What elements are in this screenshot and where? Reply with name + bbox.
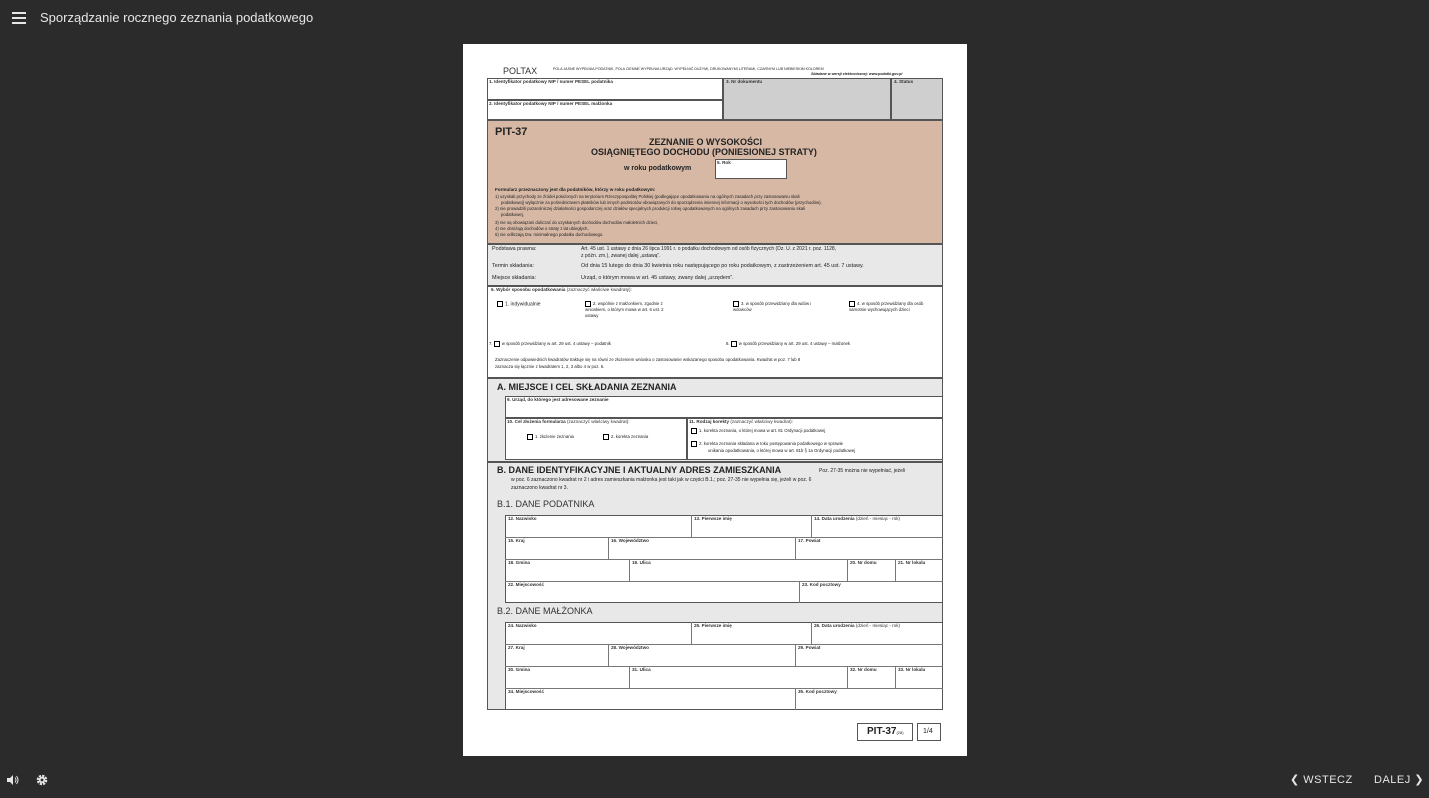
f27-label: 27. Kraj xyxy=(508,645,525,650)
f22-label: 22. Miejscowość xyxy=(508,582,545,587)
electronic-note: Składane w wersji elektronicznej: www.podatki.gov.pl xyxy=(811,72,903,76)
checkbox-icon[interactable] xyxy=(494,341,500,347)
deadline: Od dnia 15 lutego do dnia 30 kwietnia roku następującego po roku podatkowym, z zastrzeżeniem art. 45 ust. 7 ustawy. xyxy=(581,263,864,269)
f34-label: 34. Miejscowość xyxy=(508,689,545,694)
form-code: PIT-37 xyxy=(495,126,528,138)
back-button[interactable]: ❮ WSTECZ xyxy=(1290,774,1353,786)
hamburger-menu-icon[interactable] xyxy=(12,12,26,24)
section-b-title: B. DANE IDENTYFIKACYJNE I AKTUALNY ADRES ZAMIESZKANIA xyxy=(497,465,782,475)
condition-3: 3) nie są obowiązani doliczać do uzyskanych dochodów dochodów małoletnich dzieci, xyxy=(495,220,659,225)
field2-label: 2. Identyfikator podatkowy NIP / numer PESEL małżonka xyxy=(489,101,613,106)
field5-label: 5. Rok xyxy=(717,160,731,165)
field10-label: 10. Cel złożenia formularza (zaznaczyć właściwy kwadrat): xyxy=(507,419,630,424)
field9-label: 9. Urząd, do którego jest adresowane zeznanie xyxy=(507,397,609,402)
intended-for: Formularz przeznaczony jest dla podatników, którzy w roku podatkowym: xyxy=(495,187,656,192)
bottom-bar xyxy=(0,766,1429,796)
section-b-note: Poz. 27-35 można nie wypełniać, jeżeli xyxy=(819,468,906,474)
option-8[interactable]: 8. w sposób przewidziany w art. 29 ust. 4 ustawy – małżonek xyxy=(726,341,851,347)
f35-label: 35. Kod pocztowy xyxy=(798,689,837,694)
option-2[interactable]: 2. wspólnie z małżonkiem, zgodnie z wnioskiem, o którym mowa w art. 6 ust. 2 ustawy xyxy=(585,301,664,319)
section-b2-title: B.2. DANE MAŁŻONKA xyxy=(497,606,593,616)
f28-label: 28. Województwo xyxy=(611,645,649,650)
f14-label: 14. Data urodzenia (dzień - miesiąc - rok) xyxy=(814,516,901,521)
checkbox-icon[interactable] xyxy=(731,341,737,347)
top-bar xyxy=(0,0,1429,36)
field6-label: 6. Wybór sposobu opodatkowania (zaznaczyć właściwe kwadraty): xyxy=(491,287,632,292)
place-label: Miejsce składania: xyxy=(492,275,537,281)
option-3[interactable]: 3. w sposób przewidziany dla wdów i wdowców xyxy=(733,301,812,313)
marking-note2: zaznacza się łącznie z kwadratem 1, 2, 3 albo 4 w poz. 6. xyxy=(495,364,605,369)
checkbox-icon[interactable] xyxy=(585,301,591,307)
checkbox-icon[interactable] xyxy=(603,434,609,440)
field11-label: 11. Rodzaj korekty (zaznaczyć właściwy kwadrat): xyxy=(689,419,793,424)
f21-label: 21. Nr lokalu xyxy=(898,560,926,565)
footer-code: PIT-37(28) xyxy=(867,726,904,737)
pit37-document xyxy=(463,44,967,756)
f26-label: 26. Data urodzenia (dzień - miesiąc - rok) xyxy=(814,623,901,628)
checkbox-icon[interactable] xyxy=(733,301,739,307)
checkbox-icon[interactable] xyxy=(849,301,855,307)
f30-label: 30. Gmina xyxy=(508,667,530,672)
f19-label: 19. Ulica xyxy=(632,560,651,565)
field10-opt2[interactable]: 2. korekta zeznania xyxy=(603,434,648,440)
chevron-left-icon: ❮ xyxy=(1290,774,1300,786)
field11-opt2[interactable]: 2. korekta zeznania składana w toku postępowania podatkowego w sprawie xyxy=(691,441,843,447)
speaker-icon[interactable] xyxy=(6,774,20,786)
poltax-logo: POLTAX xyxy=(503,66,538,76)
form-instruction: POLA JASNE WYPEŁNIA PODATNIK, POLA CIEMNE WYPEŁNIA URZĄD. WYPEŁNIĆ DUŻYMI, DRUKOWANYMI LITERAMI, CZARNYM LUB NIEBIESKIM KOLOREM xyxy=(553,67,824,71)
gear-icon[interactable] xyxy=(35,773,49,787)
section-b-note2: w poz. 6 zaznaczono kwadrat nr 2 i adres zamieszkania małżonka jest taki jak w części B.1.; poz. 27-35 nie wypełnia się, jeżeli w poz. 6 xyxy=(511,477,812,483)
f25-label: 25. Pierwsze imię xyxy=(694,623,732,628)
f24-label: 24. Nazwisko xyxy=(508,623,537,628)
chevron-right-icon: ❯ xyxy=(1414,774,1425,786)
checkbox-icon[interactable] xyxy=(691,441,697,447)
f16-label: 16. Województwo xyxy=(611,538,649,543)
legal-basis-label: Podstawa prawna: xyxy=(492,246,537,252)
checkbox-icon[interactable] xyxy=(691,428,697,434)
f31-label: 31. Ulica xyxy=(632,667,651,672)
f23-label: 23. Kod pocztowy xyxy=(802,582,841,587)
option-7[interactable]: 7. w sposób przewidziany w art. 29 ust. 4 ustawy – podatnik xyxy=(489,341,611,347)
field4-label: 4. Status xyxy=(894,79,914,84)
field11-opt2b: unikania opodatkowania, o której mowa w art. 81b § 1a Ordynacji podatkowej xyxy=(708,448,856,453)
f33-label: 33. Nr lokalu xyxy=(898,667,926,672)
checkbox-icon[interactable] xyxy=(527,434,533,440)
f13-label: 13. Pierwsze imię xyxy=(694,516,732,521)
f18-label: 18. Gmina xyxy=(508,560,530,565)
f32-label: 32. Nr domu xyxy=(850,667,877,672)
f12-label: 12. Nazwisko xyxy=(508,516,537,521)
next-button[interactable]: DALEJ ❯ xyxy=(1374,774,1425,786)
marking-note: Zaznaczenie odpowiednich kwadratów traktuje się na równi ze złożeniem wniosku o zastosowanie wskazanego sposobu opodatkowania. Kwadrat w poz. 7 lub 8 xyxy=(495,357,801,362)
legal-basis2: z późn. zm.), zwanej dalej „ustawą”. xyxy=(581,253,661,259)
app-title: Sporządzanie rocznego zeznania podatkowego xyxy=(40,10,314,25)
option-4[interactable]: 4. w sposób przewidziany dla osób samotnie wychowujących dzieci xyxy=(849,301,924,313)
field4-box xyxy=(891,78,943,120)
field11-opt1[interactable]: 1. korekta zeznania, o której mowa w art. 81 Ordynacji podatkowej xyxy=(691,428,825,434)
condition-1b: podatkowej) wyłącznie za pośrednictwem płatników lub innych podmiotów obowiązanych do sporządzenia imiennej informacji o wysokości tych dochodów (przychodów), xyxy=(501,200,822,205)
f15-label: 15. Kraj xyxy=(508,538,525,543)
section-b1-title: B.1. DANE PODATNIKA xyxy=(497,499,595,509)
title-line1: ZEZNANIE O WYSOKOŚCI xyxy=(649,137,763,147)
field1-label: 1. Identyfikator podatkowy NIP / numer PESEL podatnika xyxy=(489,79,613,84)
legal-basis: Art. 45 ust. 1 ustawy z dnia 26 lipca 1991 r. o podatku dochodowym od osób fizycznych (Dz. U. z 2021 r. poz. 1128, xyxy=(581,246,837,252)
f17-label: 17. Powiat xyxy=(798,538,821,543)
checkbox-icon[interactable] xyxy=(497,301,503,307)
footer-page: 1/4 xyxy=(923,728,933,735)
field10-opt1[interactable]: 1. złożenie zeznania xyxy=(527,434,574,440)
field3-box xyxy=(723,78,891,120)
section-b-note3: zaznaczono kwadrat nr 3. xyxy=(511,485,568,491)
condition-5: 5) nie odliczają tzw. minimalnego podatku dochodowego. xyxy=(495,232,604,237)
f29-label: 29. Powiat xyxy=(798,645,821,650)
condition-2: 2) nie prowadzili pozarolniczej działalności gospodarczej oraz działów specjalnych produkcji rolnej opodatkowanych na ogólnych zasadach przy zastosowaniu skali xyxy=(495,206,806,211)
field3-label: 3. Nr dokumentu xyxy=(726,79,763,84)
option-1[interactable]: 1. indywidualnie xyxy=(497,301,541,307)
condition-4: 4) nie obniżają dochodów o straty z lat ubiegłych, xyxy=(495,226,589,231)
year-label: w roku podatkowym xyxy=(624,165,692,172)
f20-label: 20. Nr domu xyxy=(850,560,877,565)
deadline-label: Termin składania: xyxy=(492,263,534,269)
condition-2b: podatkowej, xyxy=(501,212,524,217)
condition-1: 1) uzyskali przychody ze źródeł położonych na terytorium Rzeczypospolitej Polskiej (podlegające opodatkowaniu na ogólnych zasadach przy zastosowaniu skali xyxy=(495,194,800,199)
section-a-title: A. MIEJSCE I CEL SKŁADANIA ZEZNANIA xyxy=(497,382,677,392)
title-line2: OSIĄGNIĘTEGO DOCHODU (PONIESIONEJ STRATY) xyxy=(591,147,817,157)
place: Urząd, o którym mowa w art. 45 ustawy, zwany dalej „urzędem”. xyxy=(581,275,734,281)
